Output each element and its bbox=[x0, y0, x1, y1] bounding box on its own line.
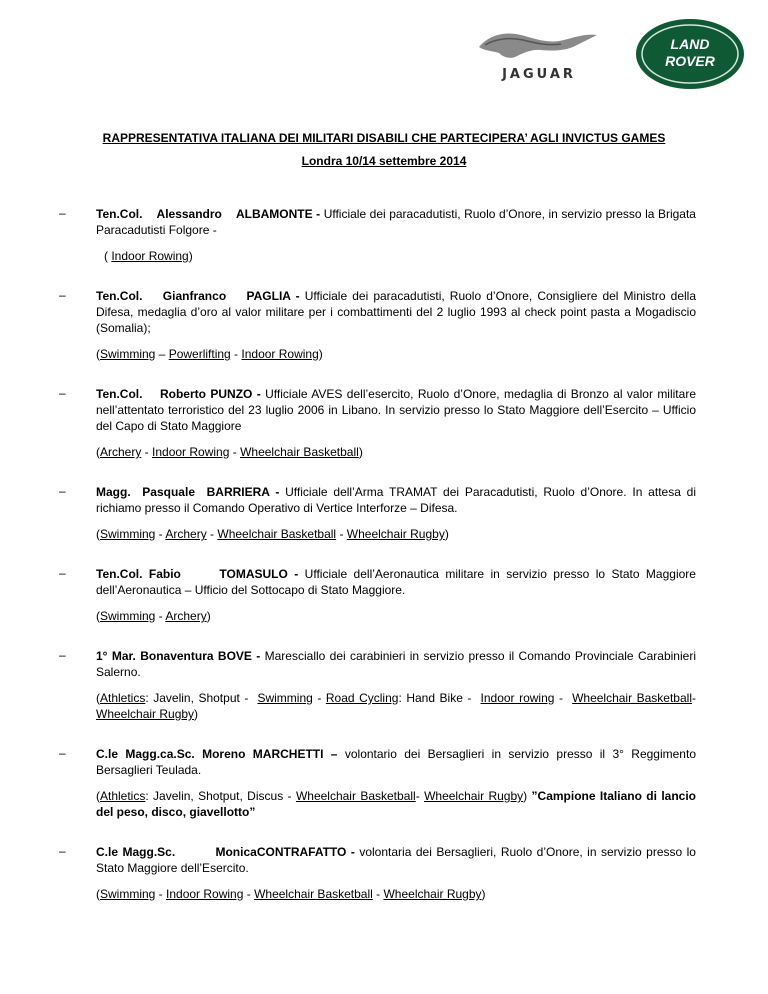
list-item bbox=[0, 288, 768, 362]
dash-bullet: – bbox=[59, 746, 66, 760]
entry-sports: (Archery - Indoor Rowing - Wheelchair Basketball) bbox=[96, 445, 363, 459]
dash-bullet: – bbox=[59, 648, 66, 662]
dash-bullet: – bbox=[59, 484, 66, 498]
entries-list bbox=[0, 206, 768, 926]
entry-sports: (Swimming - Archery - Wheelchair Basketball - Wheelchair Rugby) bbox=[96, 527, 449, 541]
list-item bbox=[0, 386, 768, 460]
landrover-logo bbox=[635, 18, 745, 90]
entry-description: C.le Magg.ca.Sc. Moreno MARCHETTI – volontario dei Bersaglieri in servizio presso il 3° Reggimento Bersaglieri Teulada. bbox=[96, 747, 696, 777]
entry-sports: ( Indoor Rowing) bbox=[104, 249, 193, 263]
entry-description: Magg. Pasquale BARRIERA - Ufficiale dell’Arma TRAMAT dei Paracadutisti, Ruolo d’Onore. In attesa di richiamo presso il Comando Operativo di Vertice Interforze – Difesa. bbox=[96, 485, 697, 515]
entry-sports: (Swimming - Archery) bbox=[96, 609, 211, 623]
document-subtitle: Londra 10/14 settembre 2014 bbox=[301, 154, 467, 168]
entry-description: Ten.Col. Roberto PUNZO - Ufficiale AVES dell’esercito, Ruolo d’Onore, medaglia di Bronzo al valor militare nell’attentato terroristico del 23 luglio 2006 in Libano. In servizio presso lo Stato Maggiore dell’Esercito – Ufficio del Capo di Stato Maggiore bbox=[96, 387, 696, 433]
jaguar-logo bbox=[475, 23, 603, 85]
entry-description: C.le Magg.Sc. MonicaCONTRAFATTO - volontaria dei Bersaglieri, Ruolo d’Onore, in servizio presso lo Stato Maggiore dell’Esercito. bbox=[96, 845, 696, 875]
dash-bullet: – bbox=[59, 206, 66, 220]
entry-description: Ten.Col. Fabio TOMASULO - Ufficiale dell’Aeronautica militare in servizio presso lo Stato Maggiore dell’Aeronautica – Ufficio del Sottocapo di Stato Maggiore. bbox=[96, 567, 696, 597]
entry-sports: (Athletics: Javelin, Shotput - Swimming - Road Cycling: Hand Bike - Indoor rowing - Wheelchair Basketball- Wheelchair Rugby) bbox=[96, 691, 696, 721]
document-title: RAPPRESENTATIVA ITALIANA DEI MILITARI DISABILI CHE PARTECIPERA’ AGLI INVICTUS GAMES bbox=[102, 131, 666, 145]
list-item bbox=[0, 746, 768, 820]
list-item bbox=[0, 648, 768, 722]
header-logos bbox=[0, 18, 768, 88]
dash-bullet: – bbox=[59, 566, 66, 580]
list-item bbox=[0, 566, 768, 624]
entry-sports: (Swimming - Indoor Rowing - Wheelchair Basketball - Wheelchair Rugby) bbox=[96, 887, 486, 901]
entry-description: Ten.Col. Alessandro ALBAMONTE - Ufficiale dei paracadutisti, Ruolo d’Onore, in servizio presso la Brigata Paracadutisti Folgore - bbox=[96, 207, 696, 237]
entry-sports: (Athletics: Javelin, Shotput, Discus - Wheelchair Basketball- Wheelchair Rugby) ”Campione Italiano di lancio del peso, disco, giavellotto” bbox=[96, 789, 697, 819]
dash-bullet: – bbox=[59, 288, 66, 302]
entry-description: 1° Mar. Bonaventura BOVE - Maresciallo dei carabinieri in servizio presso il Comando Provinciale Carabinieri Salerno. bbox=[96, 649, 696, 679]
entry-description: Ten.Col. Gianfranco PAGLIA - Ufficiale dei paracadutisti, Ruolo d’Onore, Consigliere del Ministro della Difesa, medaglia d’oro al valor militare per i combattimenti del 2 luglio 1993 al check point pasta a Mogadiscio (Somalia); bbox=[96, 289, 696, 335]
entry-note: ”Campione Italiano di lancio del peso, disco, giavellotto” bbox=[96, 789, 697, 819]
dash-bullet: – bbox=[59, 844, 66, 858]
list-item bbox=[0, 206, 768, 264]
list-item bbox=[0, 844, 768, 902]
entry-sports: (Swimming – Powerlifting - Indoor Rowing) bbox=[96, 347, 323, 361]
dash-bullet: – bbox=[59, 386, 66, 400]
landrover-wordmark: LAND ROVER bbox=[665, 36, 715, 69]
list-item bbox=[0, 484, 768, 542]
leaping-jaguar-icon bbox=[475, 23, 603, 63]
jaguar-wordmark: JAGUAR bbox=[502, 67, 576, 82]
